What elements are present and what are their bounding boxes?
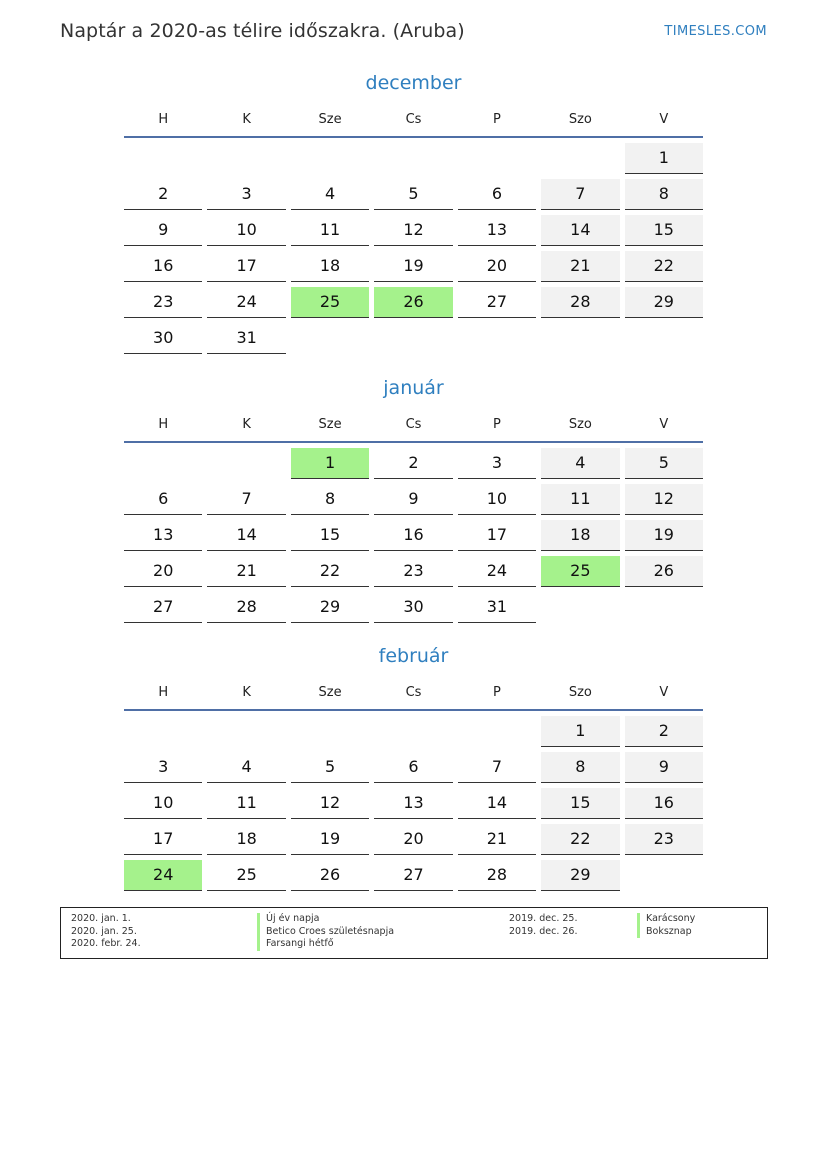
holiday-legend: [60, 907, 768, 959]
holiday-day-cell: 24: [124, 860, 202, 891]
day-cell: 8: [291, 484, 369, 515]
day-cell: 10: [458, 484, 536, 515]
day-cell: 25: [207, 860, 285, 891]
day-cell: 4: [541, 448, 619, 479]
page-title: Naptár a 2020-as télire időszakra. (Aruba): [60, 20, 465, 42]
month-january: [124, 375, 703, 628]
day-cell: 9: [374, 484, 452, 515]
day-cell: 20: [458, 251, 536, 282]
calendar-grid: [124, 448, 703, 628]
day-cell: 12: [291, 788, 369, 819]
weekday-label: Szo: [568, 417, 592, 432]
weekday-label: H: [158, 417, 169, 432]
month-title: február: [378, 645, 449, 667]
day-cell: 3: [207, 179, 285, 210]
day-cell: 29: [291, 592, 369, 623]
weekday-label: Cs: [405, 417, 422, 432]
week-row: [124, 520, 703, 556]
day-cell: 31: [207, 323, 285, 354]
calendar-grid: [124, 143, 703, 359]
weekday-label: Cs: [405, 685, 422, 700]
week-row: [124, 484, 703, 520]
day-cell: 10: [124, 788, 202, 819]
day-cell: 8: [541, 752, 619, 783]
holiday-day-cell: 1: [291, 448, 369, 479]
legend-date: 2020. jan. 1.: [71, 913, 131, 924]
holiday-day-cell: 25: [541, 556, 619, 587]
day-cell: 17: [124, 824, 202, 855]
day-cell: 21: [458, 824, 536, 855]
weekday-label: K: [242, 112, 251, 127]
day-cell: 19: [374, 251, 452, 282]
day-cell: 16: [625, 788, 703, 819]
day-cell: 7: [458, 752, 536, 783]
day-cell: 2: [374, 448, 452, 479]
day-cell: 2: [124, 179, 202, 210]
day-cell: 4: [291, 179, 369, 210]
weekday-label: V: [659, 685, 669, 700]
empty-cell: [458, 323, 536, 354]
month-february: [124, 643, 703, 896]
legend-date: 2019. dec. 26.: [509, 925, 578, 937]
legend-holiday-name: Új év napja: [257, 913, 394, 926]
weekday-header: [124, 683, 703, 711]
legend-dates-right: [509, 913, 577, 938]
month-title: december: [365, 72, 462, 94]
empty-cell: [291, 143, 369, 174]
day-cell: 20: [374, 824, 452, 855]
day-cell: 14: [207, 520, 285, 551]
day-cell: 3: [458, 448, 536, 479]
day-cell: 23: [374, 556, 452, 587]
day-cell: 17: [207, 251, 285, 282]
day-cell: 12: [374, 215, 452, 246]
day-cell: 21: [207, 556, 285, 587]
brand-link[interactable]: TIMESLES.COM: [664, 24, 767, 39]
weekday-label: Szo: [568, 685, 592, 700]
day-cell: 26: [291, 860, 369, 891]
month-december: [124, 70, 703, 359]
empty-cell: [458, 716, 536, 747]
day-cell: 16: [124, 251, 202, 282]
day-cell: 29: [541, 860, 619, 891]
day-cell: 4: [207, 752, 285, 783]
day-cell: 5: [374, 179, 452, 210]
empty-cell: [124, 448, 202, 479]
legend-names-left: [257, 913, 394, 951]
empty-cell: [458, 143, 536, 174]
empty-cell: [541, 323, 619, 354]
day-cell: 29: [625, 287, 703, 318]
weekday-label: V: [659, 112, 669, 127]
day-cell: 27: [458, 287, 536, 318]
day-cell: 6: [458, 179, 536, 210]
calendar-grid: [124, 716, 703, 896]
day-cell: 11: [207, 788, 285, 819]
empty-cell: [124, 716, 202, 747]
day-cell: 18: [291, 251, 369, 282]
day-cell: 20: [124, 556, 202, 587]
empty-cell: [207, 448, 285, 479]
day-cell: 9: [124, 215, 202, 246]
weekday-label: V: [659, 417, 669, 432]
day-cell: 13: [124, 520, 202, 551]
week-row: [124, 824, 703, 860]
day-cell: 14: [458, 788, 536, 819]
empty-cell: [207, 716, 285, 747]
legend-dates-left: [71, 913, 141, 951]
weekday-label: P: [493, 112, 501, 127]
weekday-label: P: [493, 417, 501, 432]
empty-cell: [541, 592, 619, 623]
empty-cell: [374, 716, 452, 747]
legend-date: 2020. febr. 24.: [71, 938, 141, 949]
weekday-label: K: [242, 417, 251, 432]
day-cell: 30: [374, 592, 452, 623]
day-cell: 30: [124, 323, 202, 354]
weekday-header: [124, 110, 703, 138]
weekday-label: K: [242, 685, 251, 700]
day-cell: 18: [207, 824, 285, 855]
day-cell: 7: [207, 484, 285, 515]
weekday-label: Cs: [405, 112, 422, 127]
legend-holiday-name: Farsangi hétfő: [257, 938, 394, 951]
day-cell: 7: [541, 179, 619, 210]
day-cell: 15: [625, 215, 703, 246]
week-row: [124, 323, 703, 359]
day-cell: 18: [541, 520, 619, 551]
empty-cell: [625, 860, 703, 891]
empty-cell: [374, 323, 452, 354]
day-cell: 17: [458, 520, 536, 551]
weekday-label: Sze: [318, 112, 342, 127]
day-cell: 9: [625, 752, 703, 783]
day-cell: 27: [124, 592, 202, 623]
day-cell: 28: [207, 592, 285, 623]
week-row: [124, 788, 703, 824]
day-cell: 8: [625, 179, 703, 210]
day-cell: 24: [207, 287, 285, 318]
day-cell: 28: [458, 860, 536, 891]
day-cell: 2: [625, 716, 703, 747]
day-cell: 3: [124, 752, 202, 783]
day-cell: 13: [374, 788, 452, 819]
weekday-label: H: [158, 112, 169, 127]
day-cell: 22: [541, 824, 619, 855]
legend-date: 2020. jan. 25.: [71, 925, 137, 937]
day-cell: 10: [207, 215, 285, 246]
week-row: [124, 556, 703, 592]
day-cell: 23: [625, 824, 703, 855]
day-cell: 22: [291, 556, 369, 587]
weekday-header: [124, 415, 703, 443]
legend-holiday-name: Boksznap: [637, 926, 695, 939]
day-cell: 13: [458, 215, 536, 246]
empty-cell: [207, 143, 285, 174]
day-cell: 12: [625, 484, 703, 515]
day-cell: 27: [374, 860, 452, 891]
weekday-label: P: [493, 685, 501, 700]
holiday-day-cell: 26: [374, 287, 452, 318]
day-cell: 16: [374, 520, 452, 551]
holiday-day-cell: 25: [291, 287, 369, 318]
empty-cell: [625, 323, 703, 354]
legend-holiday-name: Betico Croes születésnapja: [257, 926, 394, 939]
week-row: [124, 251, 703, 287]
empty-cell: [541, 143, 619, 174]
day-cell: 19: [625, 520, 703, 551]
day-cell: 24: [458, 556, 536, 587]
legend-names-right: [637, 913, 695, 938]
week-row: [124, 860, 703, 896]
day-cell: 28: [541, 287, 619, 318]
empty-cell: [291, 716, 369, 747]
day-cell: 5: [625, 448, 703, 479]
day-cell: 23: [124, 287, 202, 318]
weekday-label: Szo: [568, 112, 592, 127]
day-cell: 15: [291, 520, 369, 551]
weekday-label: Sze: [318, 685, 342, 700]
day-cell: 1: [625, 143, 703, 174]
week-row: [124, 592, 703, 628]
day-cell: 6: [374, 752, 452, 783]
day-cell: 6: [124, 484, 202, 515]
week-row: [124, 448, 703, 484]
day-cell: 22: [625, 251, 703, 282]
month-title: január: [383, 377, 444, 399]
day-cell: 21: [541, 251, 619, 282]
empty-cell: [124, 143, 202, 174]
day-cell: 26: [625, 556, 703, 587]
legend-date: 2019. dec. 25.: [509, 913, 578, 924]
day-cell: 1: [541, 716, 619, 747]
weekday-label: H: [158, 685, 169, 700]
week-row: [124, 143, 703, 179]
day-cell: 31: [458, 592, 536, 623]
empty-cell: [374, 143, 452, 174]
week-row: [124, 716, 703, 752]
day-cell: 11: [541, 484, 619, 515]
day-cell: 5: [291, 752, 369, 783]
day-cell: 15: [541, 788, 619, 819]
week-row: [124, 287, 703, 323]
empty-cell: [291, 323, 369, 354]
day-cell: 19: [291, 824, 369, 855]
day-cell: 11: [291, 215, 369, 246]
week-row: [124, 179, 703, 215]
empty-cell: [625, 592, 703, 623]
day-cell: 14: [541, 215, 619, 246]
week-row: [124, 752, 703, 788]
legend-holiday-name: Karácsony: [637, 913, 695, 926]
weekday-label: Sze: [318, 417, 342, 432]
week-row: [124, 215, 703, 251]
